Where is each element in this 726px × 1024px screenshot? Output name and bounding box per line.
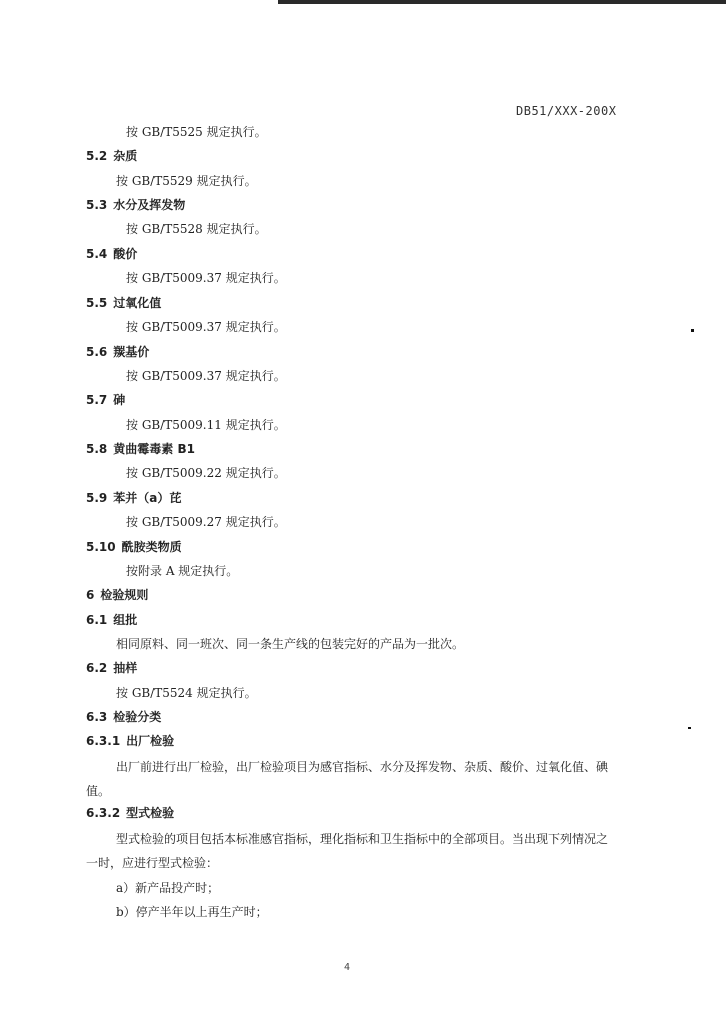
paragraph: 按 GB/T5524 规定执行。 — [116, 686, 257, 700]
paragraph: 按 GB/T5528 规定执行。 — [126, 222, 267, 236]
scan-top-edge — [278, 0, 726, 4]
paragraph: 按 GB/T5009.37 规定执行。 — [126, 271, 286, 285]
section-heading-5-5 — [86, 295, 161, 311]
section-heading-6-3 — [86, 709, 161, 725]
section-number: 5.7 — [86, 393, 108, 407]
section-heading-6 — [86, 587, 148, 603]
paragraph: 按 GB/T5009.11 规定执行。 — [126, 418, 286, 432]
section-heading-6-3-2 — [86, 805, 174, 821]
section-heading-5-7 — [86, 392, 125, 408]
section-title: 砷 — [113, 393, 126, 407]
section-title: 水分及挥发物 — [113, 198, 186, 212]
section-heading-5-10 — [86, 539, 182, 555]
section-title: 苯并（a）芘 — [113, 491, 182, 505]
section-number: 6.2 — [86, 661, 108, 675]
section-heading-5-8 — [86, 441, 195, 457]
paragraph: 按 GB/T5009.37 规定执行。 — [126, 320, 286, 334]
section-number: 5.9 — [86, 491, 108, 505]
scan-speck — [691, 329, 694, 332]
list-item: a）新产品投产时； — [116, 881, 220, 895]
section-number: 6.3.1 — [86, 734, 121, 748]
section-heading-5-4 — [86, 246, 137, 262]
section-title: 检验分类 — [113, 710, 162, 724]
section-title: 出厂检验 — [126, 734, 175, 748]
paragraph: 按附录 A 规定执行。 — [126, 564, 239, 578]
section-title: 抽样 — [113, 661, 138, 675]
section-number: 5.4 — [86, 247, 108, 261]
section-number: 6.1 — [86, 613, 108, 627]
section-number: 6.3 — [86, 710, 108, 724]
paragraph: 按 GB/T5525 规定执行。 — [126, 125, 267, 139]
paragraph: 出厂前进行出厂检验，出厂检验项目为感官指标、水分及挥发物、杂质、酸价、过氧化值、碘值。 — [86, 760, 609, 798]
page-number: 4 — [344, 962, 351, 973]
section-title: 检验规则 — [100, 588, 149, 602]
scan-speck — [688, 727, 691, 729]
paragraph: 型式检验的项目包括本标准感官指标，理化指标和卫生指标中的全部项目。当出现下列情况之一时，应进行型式检验： — [86, 832, 609, 870]
section-title: 酸价 — [113, 247, 138, 261]
paragraph: 相同原料、同一班次、同一条生产线的包装完好的产品为一批次。 — [116, 637, 465, 651]
section-number: 5.3 — [86, 198, 108, 212]
section-title: 过氧化值 — [113, 296, 162, 310]
section-title: 羰基价 — [113, 345, 150, 359]
section-number: 5.2 — [86, 149, 108, 163]
section-number: 5.10 — [86, 540, 116, 554]
section-title: 组批 — [113, 613, 138, 627]
section-number: 5.5 — [86, 296, 108, 310]
section-title: 型式检验 — [126, 806, 175, 820]
section-heading-6-1 — [86, 612, 137, 628]
list-item: b）停产半年以上再生产时； — [116, 905, 268, 919]
section-title: 杂质 — [113, 149, 138, 163]
paragraph: 按 GB/T5529 规定执行。 — [116, 174, 257, 188]
section-heading-5-3 — [86, 197, 185, 213]
section-heading-5-2 — [86, 148, 137, 164]
document-code: DB51/XXX-200X — [516, 104, 617, 118]
section-heading-6-2 — [86, 660, 137, 676]
section-heading-5-6 — [86, 344, 149, 360]
paragraph: 按 GB/T5009.22 规定执行。 — [126, 466, 286, 480]
section-number: 6.3.2 — [86, 806, 121, 820]
section-heading-6-3-1 — [86, 733, 174, 749]
paragraph: 按 GB/T5009.27 规定执行。 — [126, 515, 286, 529]
paragraph: 按 GB/T5009.37 规定执行。 — [126, 369, 286, 383]
section-title: 酰胺类物质 — [121, 540, 182, 554]
section-title: 黄曲霉毒素 B1 — [113, 442, 195, 456]
section-heading-5-9 — [86, 490, 181, 506]
section-number: 5.6 — [86, 345, 108, 359]
section-number: 6 — [86, 588, 95, 602]
section-number: 5.8 — [86, 442, 108, 456]
